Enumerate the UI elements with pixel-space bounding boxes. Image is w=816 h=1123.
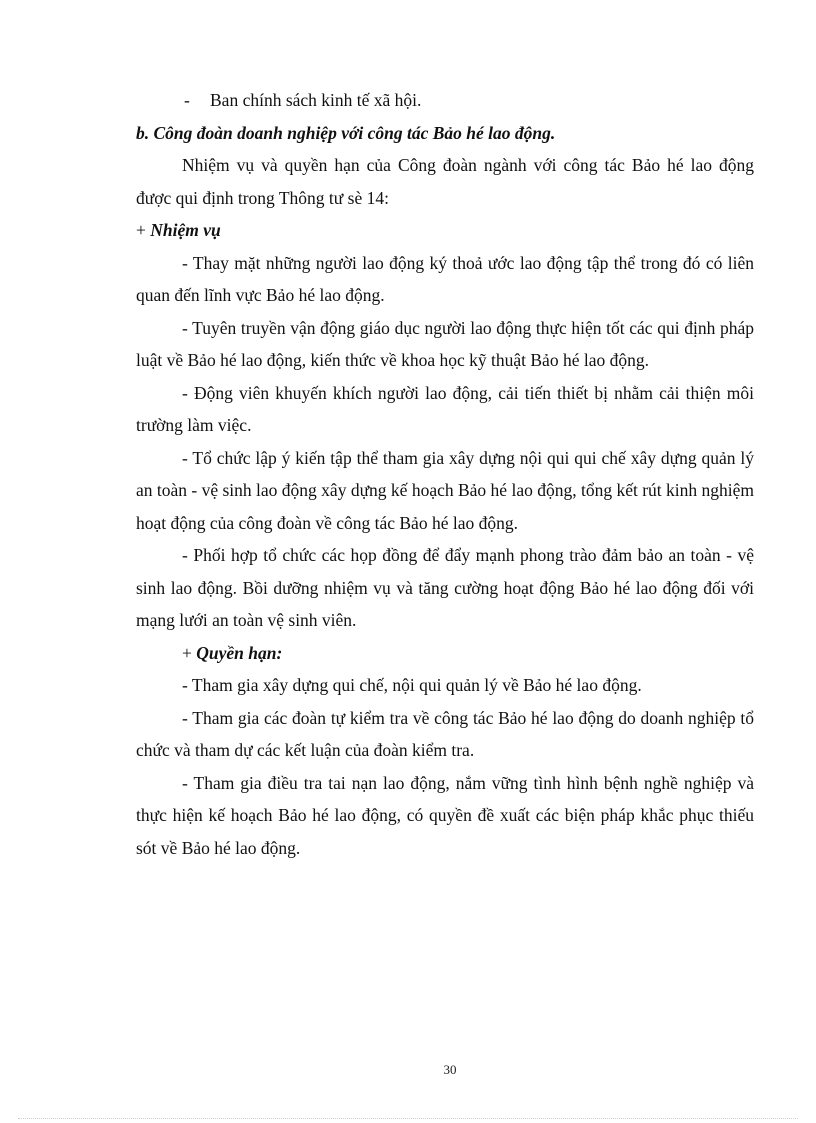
dash-item-text: Ban chính sách kinh tế xã hội.	[210, 90, 422, 110]
right-paragraph: - Tham gia các đoàn tự kiểm tra về công tác Bảo hé lao động do doanh nghiệp tổ chức và tham dự các kết luận của đoàn kiểm tra.	[136, 707, 754, 760]
duty-paragraph: - Tuyên truyền vận động giáo dục người lao động thực hiện tốt các qui định pháp luật về Bảo hé lao động, kiến thức về khoa học kỹ thuật Bảo hé lao động.	[136, 317, 754, 370]
right-paragraph: - Tham gia điều tra tai nạn lao động, nắm vững tình hình bệnh nghề nghiệp và thực hiện kế hoạch Bảo hé lao động, có quyền đề xuất các biện pháp khắc phục thiếu sót về Bảo hé lao động.	[136, 772, 754, 858]
intro-paragraph: Nhiệm vụ và quyền hạn của Công đoàn ngành với công tác Bảo hé lao động được qui định trong Thông tư sè 14:	[136, 155, 754, 208]
list-item-dash	[136, 84, 754, 117]
duties-heading	[136, 214, 754, 247]
right-paragraph: - Tham gia xây dựng qui chế, nội qui quản lý về Bảo hé lao động.	[182, 675, 642, 695]
section-heading: b. Công đoàn doanh nghiệp với công tác Bảo hé lao động.	[136, 122, 556, 143]
duty-paragraph: - Tổ chức lập ý kiến tập thể tham gia xây dựng nội qui qui chế xây dựng quản lý an toàn - vệ sinh lao động xây dựng kế hoạch Bảo hé lao động, tổng kết rút kinh nghiệm hoạt động của công đoàn về công tác Bảo hé lao động.	[136, 447, 754, 533]
document-page	[136, 84, 754, 864]
duties-label: Nhiệm vụ	[150, 220, 221, 240]
duty-paragraph: - Thay mặt những người lao động ký thoả ước lao động tập thể trong đó có liên quan đến lĩnh vực Bảo hé lao động.	[136, 252, 754, 305]
rights-prefix: +	[182, 642, 197, 663]
duties-prefix: +	[136, 220, 151, 240]
page-number-text: 30	[443, 1062, 457, 1077]
page-number	[0, 1062, 816, 1078]
bottom-divider	[18, 1118, 798, 1119]
rights-heading	[136, 637, 754, 670]
duty-paragraph: - Động viên khuyến khích người lao động, cải tiến thiết bị nhằm cải thiện môi trường làm việc.	[136, 382, 754, 435]
rights-label: Quyền hạn:	[196, 642, 283, 663]
dash-symbol: -	[184, 90, 190, 110]
duty-paragraph: - Phối hợp tổ chức các họp đồng để đẩy mạnh phong trào đảm bảo an toàn - vệ sinh lao động. Bồi dưỡng nhiệm vụ và tăng cường hoạt động Bảo hé lao động đối với mạng lưới an toàn vệ sinh viên.	[136, 545, 754, 630]
